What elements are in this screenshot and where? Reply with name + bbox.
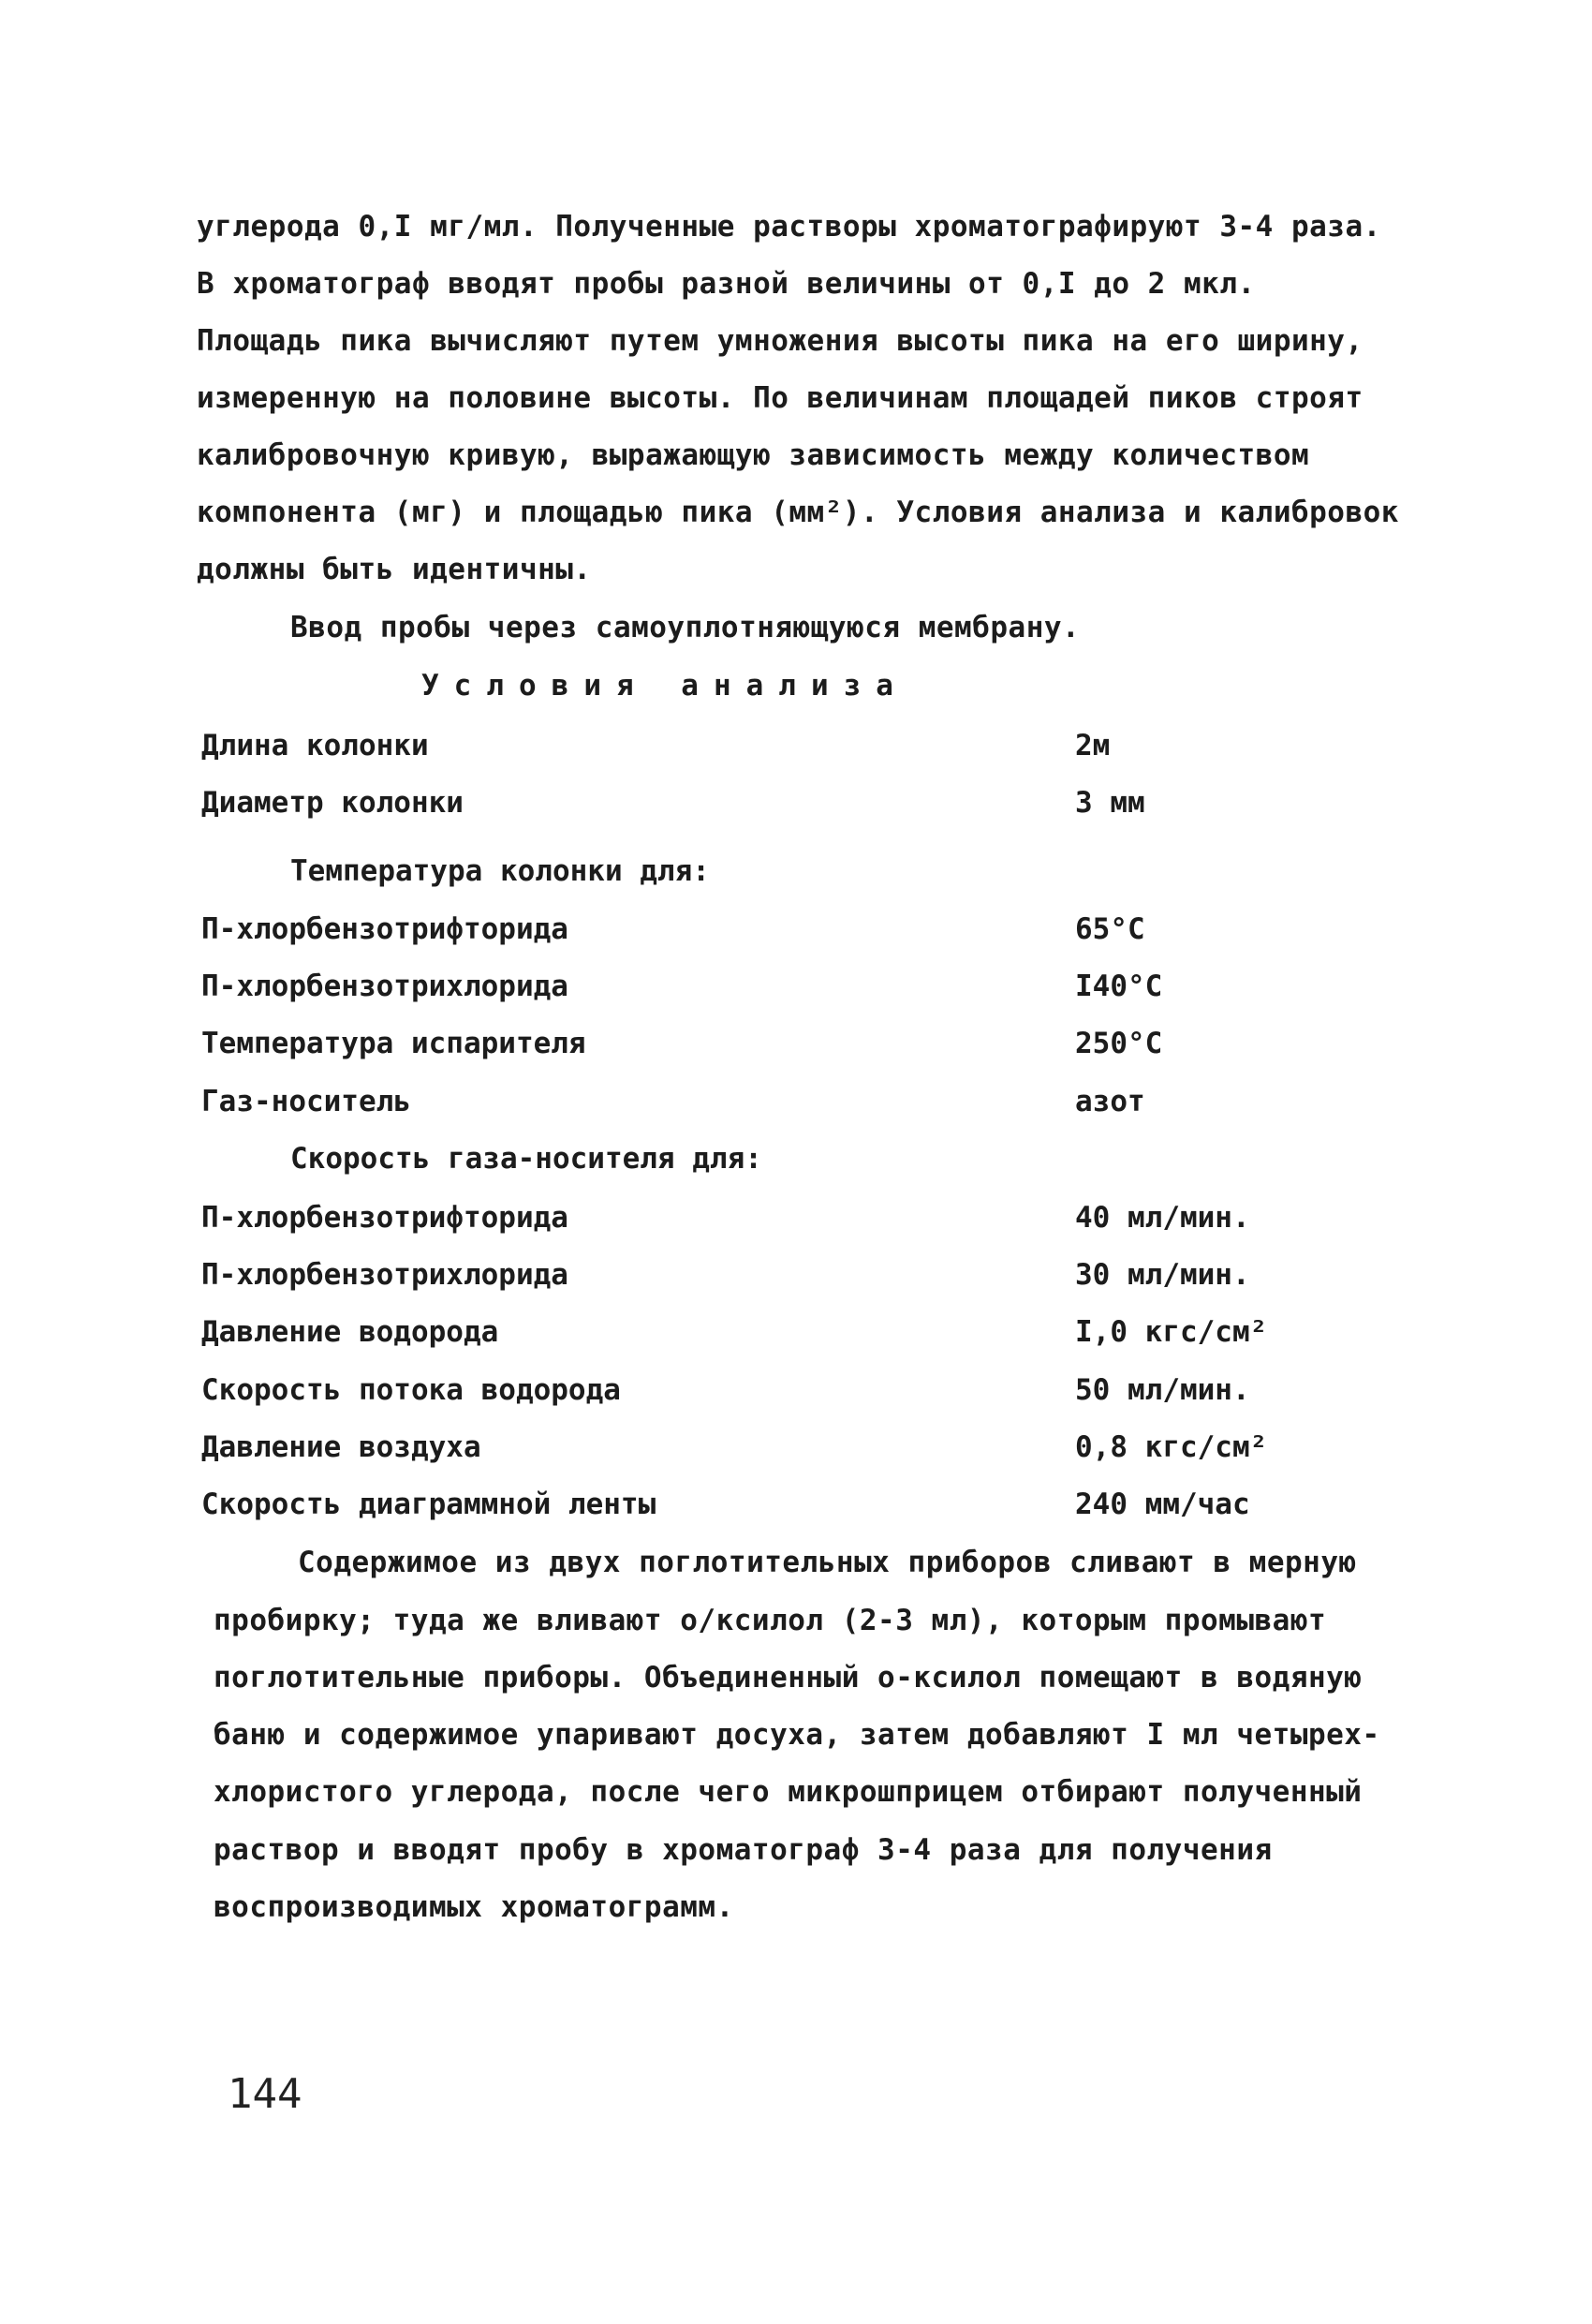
condition-value: 3 мм (1075, 786, 1145, 820)
condition-value: азот (1075, 1085, 1145, 1118)
condition-value: 250°С (1075, 1027, 1163, 1060)
text-line: должны быть идентичны. (197, 553, 592, 586)
condition-label: П-хлорбензотрифторида (201, 1201, 568, 1235)
text-line: углерода 0,I мг/мл. Полученные растворы хроматографируют 3-4 раза. (197, 210, 1381, 244)
condition-label: Газ-носитель (201, 1085, 411, 1118)
condition-value: I,0 кгс/см² (1075, 1315, 1268, 1349)
text-line: Площадь пика вычисляют путем умножения высоты пика на его ширину, (197, 324, 1364, 358)
condition-value: 2м (1075, 729, 1111, 762)
condition-label: Скорость диаграммной ленты (201, 1488, 656, 1521)
condition-label: Длина колонки (201, 729, 429, 762)
conditions-heading: Условия анализа (421, 669, 908, 703)
condition-label: Диаметр колонки (201, 786, 464, 820)
condition-label: П-хлорбензотрифторида (201, 912, 568, 946)
condition-value: 50 мл/мин. (1075, 1373, 1250, 1407)
page-number: 144 (228, 2070, 302, 2118)
condition-value: 30 мл/мин. (1075, 1258, 1250, 1292)
text-line: раствор и вводят пробу в хроматограф 3-4 раза для получения (214, 1833, 1273, 1867)
condition-label: П-хлорбензотрихлорида (201, 970, 568, 1003)
text-line: В хроматограф вводят пробы разной величины от 0,I до 2 мкл. (197, 267, 1256, 301)
text-line: баню и содержимое упаривают досуха, затем добавляют I мл четырех- (214, 1718, 1380, 1752)
text-line: Содержимое из двух поглотительных приборов сливают в мерную (298, 1546, 1357, 1579)
condition-group-label: Температура колонки для: (290, 854, 710, 888)
condition-label: Давление водорода (201, 1315, 499, 1349)
sample-intro: Ввод пробы через самоуплотняющуюся мембрану. (290, 611, 1081, 644)
text-line: компонента (мг) и площадью пика (мм²). Условия анализа и калибровок (197, 496, 1399, 529)
condition-label: Скорость потока водорода (201, 1373, 621, 1407)
condition-group-label: Скорость газа-носителя для: (290, 1142, 762, 1176)
condition-label: Давление воздуха (201, 1430, 481, 1464)
condition-label: П-хлорбензотрихлорида (201, 1258, 568, 1292)
condition-value: 0,8 кгс/см² (1075, 1430, 1268, 1464)
condition-value: 40 мл/мин. (1075, 1201, 1250, 1235)
text-line: пробирку; туда же вливают о/ксилол (2-3 мл), которым промывают (214, 1604, 1327, 1637)
text-line: калибровочную кривую, выражающую зависимость между количеством (197, 438, 1310, 472)
condition-label: Температура испарителя (201, 1027, 586, 1060)
condition-value: 65°С (1075, 912, 1145, 946)
text-line: воспроизводимых хроматограмм. (214, 1890, 734, 1924)
text-line: поглотительные приборы. Объединенный о-ксилол помещают в водяную (214, 1661, 1363, 1695)
condition-value: 240 мм/час (1075, 1488, 1250, 1521)
text-line: хлористого углерода, после чего микрошприцем отбирают полученный (214, 1775, 1363, 1809)
condition-value: I40°С (1075, 970, 1163, 1003)
text-line: измеренную на половине высоты. По величинам площадей пиков строят (197, 381, 1364, 415)
